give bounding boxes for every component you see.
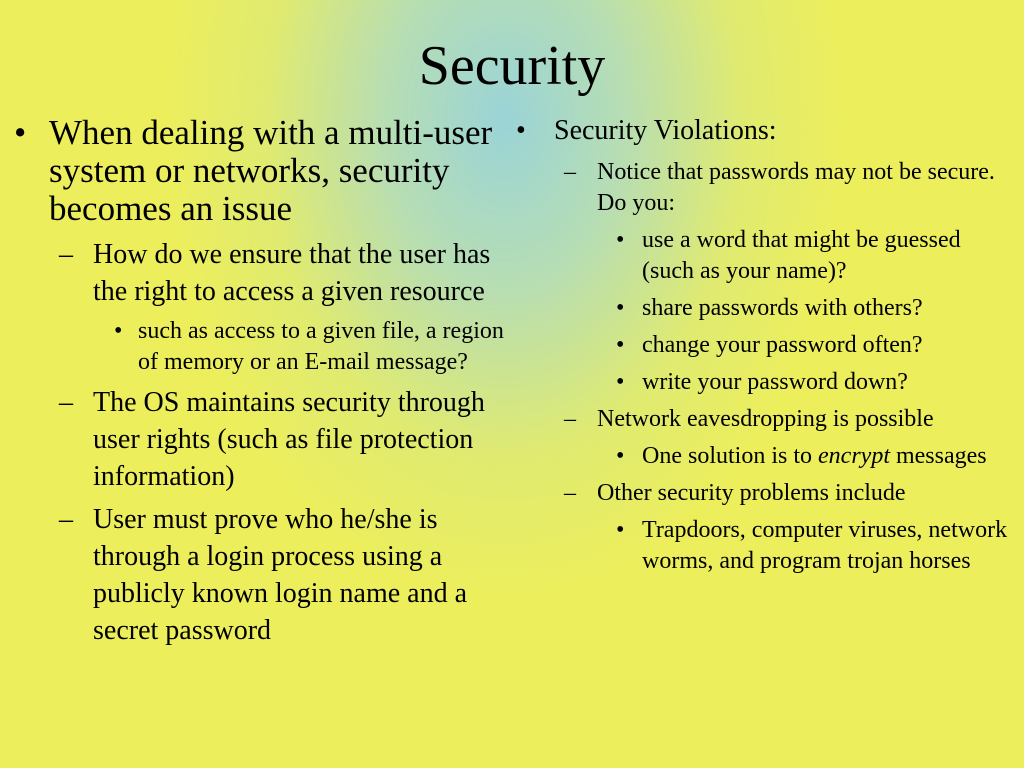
bullet-marker: •: [114, 318, 123, 344]
sub-bullet-text: Network eavesdropping is possible: [597, 406, 934, 432]
dash-marker: –: [564, 406, 576, 432]
password-item-change: [616, 330, 1012, 361]
sub-bullet-user-rights: [59, 384, 506, 495]
password-item-text: share passwords with others?: [642, 295, 923, 321]
bullet-marker: •: [616, 517, 625, 543]
dash-marker: –: [59, 504, 73, 535]
encrypt-text-before: One solution is to: [642, 443, 819, 469]
bullet-multi-user: [14, 114, 506, 228]
sub-bullet-text: How do we ensure that the user has the right to access a given resource: [93, 239, 491, 307]
sub-bullet-passwords: [564, 157, 1012, 219]
password-item-text: change your password often?: [642, 332, 923, 358]
bullet-marker: •: [616, 295, 625, 321]
password-item-guessed: [616, 225, 1012, 287]
sub-bullet-text: User must prove who he/she is through a login process using a publicly known login name and a secret password: [93, 504, 468, 646]
sub-bullet-text: Other security problems include: [597, 480, 906, 506]
bullet-text: Security Violations:: [554, 115, 777, 146]
bullet-marker: •: [616, 227, 625, 253]
dash-marker: –: [564, 480, 576, 506]
bullet-marker: •: [616, 369, 625, 395]
threats-item-text: Trapdoors, computer viruses, network worms, and program trojan horses: [642, 517, 1008, 574]
sub-sub-bullet-access-examples: [114, 316, 506, 378]
bullet-marker: •: [616, 443, 625, 469]
dash-marker: –: [59, 387, 73, 418]
sub-bullet-other-problems: [564, 478, 1012, 509]
left-column: [14, 114, 506, 655]
right-column: [514, 114, 1012, 583]
dash-marker: –: [59, 239, 73, 270]
sub-bullet-eavesdropping: [564, 404, 1012, 435]
sub-bullet-access-right: [59, 236, 506, 310]
encrypt-text-after: messages: [889, 443, 987, 469]
password-item-write: [616, 367, 1012, 398]
bullet-security-violations: [514, 114, 1012, 148]
bullet-text: When dealing with a multi-user system or networks, security becomes an issue: [49, 113, 493, 228]
threats-item: [616, 515, 1012, 577]
password-item-text: use a word that might be guessed (such as your name)?: [642, 227, 961, 284]
dash-marker: –: [564, 159, 576, 185]
encrypt-emphasis: encrypt: [818, 443, 890, 469]
sub-bullet-text: Notice that passwords may not be secure. Do you:: [597, 159, 995, 216]
slide-title: Security: [418, 35, 606, 97]
bullet-marker: •: [616, 332, 625, 358]
password-item-text: write your password down?: [642, 369, 908, 395]
encrypt-item: [616, 441, 1012, 472]
sub-sub-bullet-text: such as access to a given file, a region of memory or an E-mail message?: [138, 318, 504, 375]
bullet-marker: •: [14, 113, 27, 152]
sub-bullet-login-process: [59, 501, 506, 649]
bullet-marker: •: [516, 115, 526, 146]
encrypt-item-text: [642, 441, 1012, 472]
sub-bullet-text: The OS maintains security through user rights (such as file protection information): [93, 387, 485, 492]
password-item-share: [616, 293, 1012, 324]
